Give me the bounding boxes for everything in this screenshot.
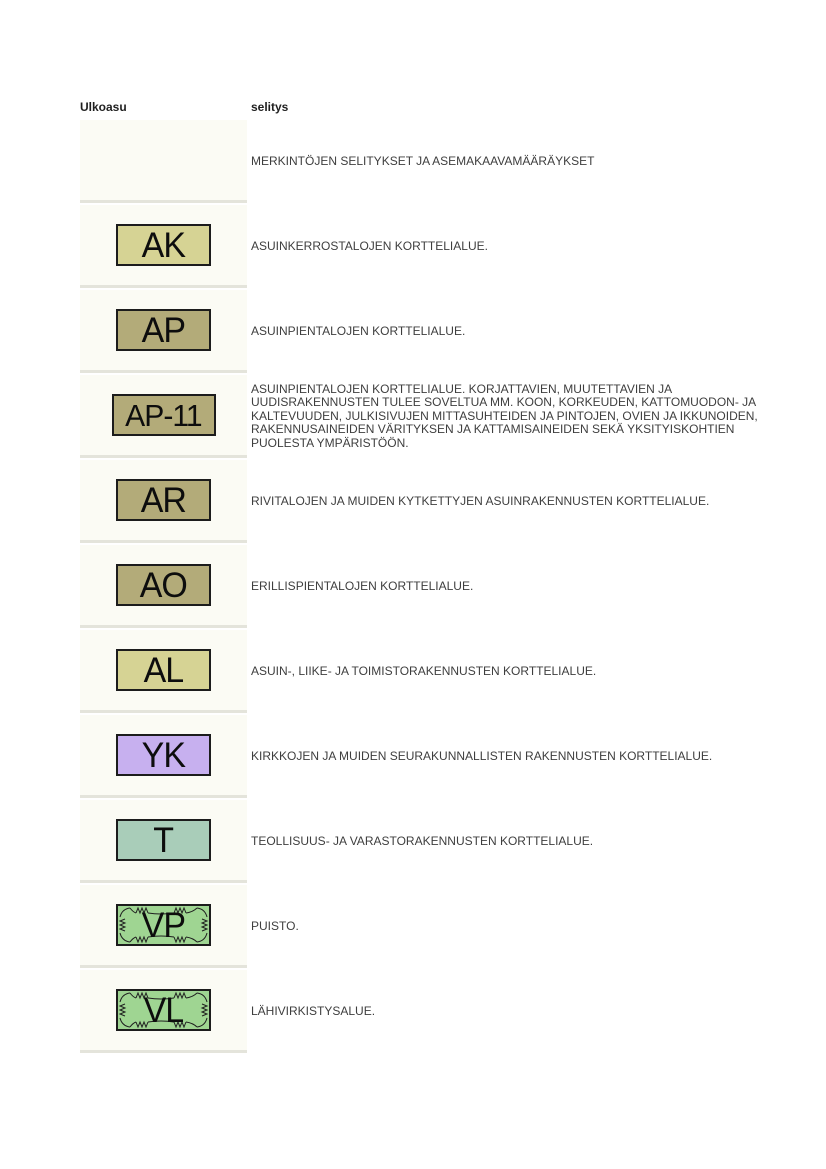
description-cell xyxy=(247,630,786,713)
zone-badge xyxy=(116,904,211,946)
zone-badge xyxy=(116,564,211,606)
legend-table xyxy=(80,120,786,1053)
symbol-cell xyxy=(80,800,247,883)
table-header xyxy=(80,100,786,114)
zone-description: ASUINKERROSTALOJEN KORTTELIALUE. xyxy=(251,238,488,253)
zone-badge-label: AR xyxy=(140,480,187,520)
symbol-cell xyxy=(80,715,247,798)
legend-row xyxy=(80,630,786,713)
legend-row xyxy=(80,460,786,543)
description-cell xyxy=(247,885,786,968)
legend-row xyxy=(80,970,786,1053)
zone-badge xyxy=(116,479,211,521)
zone-description: ASUIN-, LIIKE- JA TOIMISTORAKENNUSTEN KORTTELIALUE. xyxy=(251,663,597,678)
legend-row xyxy=(80,545,786,628)
symbol-cell xyxy=(80,545,247,628)
description-cell xyxy=(247,290,786,373)
symbol-cell xyxy=(80,120,247,203)
zone-description: TEOLLISUUS- JA VARASTORAKENNUSTEN KORTTELIALUE. xyxy=(251,833,594,848)
legend-row xyxy=(80,715,786,798)
zone-description: MERKINTÖJEN SELITYKSET JA ASEMAKAAVAMÄÄRÄYKSET xyxy=(251,153,595,168)
header-selitys: selitys xyxy=(251,100,289,114)
legend-row xyxy=(80,205,786,288)
zone-badge-label: AO xyxy=(139,565,188,605)
zone-description: PUISTO. xyxy=(251,918,299,933)
zone-badge-label: AL xyxy=(143,650,184,690)
symbol-cell xyxy=(80,375,247,458)
description-cell xyxy=(247,715,786,798)
symbol-cell xyxy=(80,460,247,543)
zone-badge xyxy=(116,649,211,691)
zone-badge xyxy=(116,734,211,776)
zone-badge xyxy=(116,819,211,861)
legend-row xyxy=(80,800,786,883)
zone-badge-label: YK xyxy=(141,735,186,775)
header-ulkoasu: Ulkoasu xyxy=(80,100,127,114)
symbol-cell xyxy=(80,290,247,373)
symbol-cell xyxy=(80,970,247,1053)
description-cell xyxy=(247,375,786,458)
zone-description: RIVITALOJEN JA MUIDEN KYTKETTYJEN ASUINRAKENNUSTEN KORTTELIALUE. xyxy=(251,493,710,508)
description-cell xyxy=(247,120,786,203)
zone-badge-label: VP xyxy=(141,905,186,945)
description-cell xyxy=(247,800,786,883)
symbol-cell xyxy=(80,630,247,713)
zone-description: LÄHIVIRKISTYSALUE. xyxy=(251,1003,376,1018)
zone-description: ASUINPIENTALOJEN KORTTELIALUE. KORJATTAVIEN, MUUTETTAVIEN JA UUDISRAKENNUSTEN TULEE SOVELTUA MM. KOON, KORKEUDEN, KATTOMUODON- JA KALTEVUUDEN, JULKISIVUJEN MITTASUHTEIDEN JA PINTOJEN, OVIEN JA IKKUNOIDEN, RAKENNUSAINEIDEN VÄRITYKSEN JA KATTAMISAINEIDEN SEKÄ YKSITYISKOHTIEN PUOLESTA YMPÄRISTÖÖN. xyxy=(251,381,758,450)
symbol-cell xyxy=(80,205,247,288)
zone-badge xyxy=(112,394,216,436)
description-cell xyxy=(247,460,786,543)
zone-badge-label: AK xyxy=(141,225,186,265)
zone-badge xyxy=(116,224,211,266)
legend-row xyxy=(80,120,786,203)
description-cell xyxy=(247,545,786,628)
zone-badge xyxy=(116,989,211,1031)
zone-description: KIRKKOJEN JA MUIDEN SEURAKUNNALLISTEN RAKENNUSTEN KORTTELIALUE. xyxy=(251,748,713,763)
zone-badge-label: AP xyxy=(141,310,186,350)
legend-row xyxy=(80,375,786,458)
symbol-cell xyxy=(80,885,247,968)
zone-description: ASUINPIENTALOJEN KORTTELIALUE. xyxy=(251,323,466,338)
zone-badge-label: T xyxy=(153,820,174,860)
zone-badge-label: AP-11 xyxy=(125,397,202,433)
legend-row xyxy=(80,290,786,373)
description-cell xyxy=(247,970,786,1053)
zone-badge-label: VL xyxy=(143,990,184,1030)
legend-row xyxy=(80,885,786,968)
zone-description: ERILLISPIENTALOJEN KORTTELIALUE. xyxy=(251,578,474,593)
zone-badge xyxy=(116,309,211,351)
description-cell xyxy=(247,205,786,288)
